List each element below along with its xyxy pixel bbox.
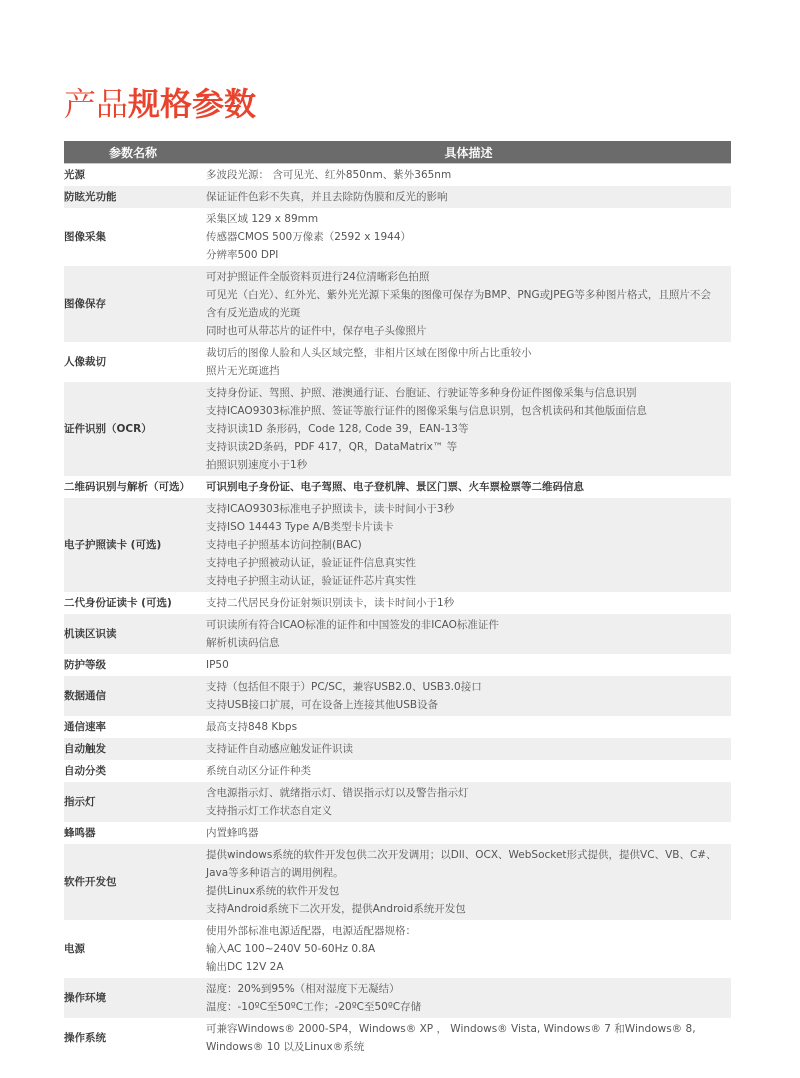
param-description <box>206 716 731 738</box>
table-row <box>64 498 731 592</box>
description-line: 支持身份证、驾照、护照、港澳通行证、台胞证、行驶证等多种身份证件图像采集与信息识别 <box>206 387 637 399</box>
param-description <box>206 382 731 476</box>
description-line: Windows® 10 以及Linux®系统 <box>206 1041 365 1053</box>
description-line: 输出DC 12V 2A <box>206 961 284 973</box>
header-description: 具体描述 <box>206 141 731 164</box>
param-description <box>206 676 731 716</box>
param-description <box>206 844 731 920</box>
description-line: 支持ISO 14443 Type A/B类型卡片读卡 <box>206 521 394 533</box>
table-row <box>64 1018 731 1058</box>
param-name: 电源 <box>64 920 206 978</box>
param-description <box>206 498 731 592</box>
page-title-bold: 规格参数 <box>128 85 257 123</box>
spec-table-header <box>64 141 731 164</box>
table-row <box>64 208 731 266</box>
table-row <box>64 654 731 676</box>
param-name: 指示灯 <box>64 782 206 822</box>
description-line: 支持识读2D条码，PDF 417，QR，DataMatrix™ 等 <box>206 441 458 453</box>
param-description <box>206 476 731 498</box>
description-line: 保证证件色彩不失真，并且去除防伪膜和反光的影响 <box>206 191 448 203</box>
param-name: 图像保存 <box>64 266 206 342</box>
param-name: 光源 <box>64 164 206 187</box>
param-name: 数据通信 <box>64 676 206 716</box>
description-line: 分辨率500 DPI <box>206 249 279 261</box>
param-name: 机读区识读 <box>64 614 206 654</box>
spec-table-body <box>64 164 731 1059</box>
description-line: 支持（包括但不限于）PC/SC，兼容USB2.0、USB3.0接口 <box>206 681 482 693</box>
description-line: 支持USB接口扩展，可在设备上连接其他USB设备 <box>206 699 439 711</box>
table-row <box>64 822 731 844</box>
description-line: 支持指示灯工作状态自定义 <box>206 805 332 817</box>
description-line: 支持ICAO9303标准护照、签证等旅行证件的图像采集与信息识别，包含机读码和其他版面信息 <box>206 405 647 417</box>
param-name: 电子护照读卡 (可选) <box>64 498 206 592</box>
description-line: 支持电子护照基本访问控制(BAC) <box>206 539 362 551</box>
param-description <box>206 782 731 822</box>
param-description <box>206 208 731 266</box>
param-name: 二代身份证读卡 (可选) <box>64 592 206 614</box>
table-row <box>64 978 731 1018</box>
description-line: 可识读所有符合ICAO标准的证件和中国签发的非ICAO标准证件 <box>206 619 499 631</box>
param-name: 自动分类 <box>64 760 206 782</box>
page-title-light: 产品 <box>64 85 129 123</box>
description-line: 可识别电子身份证、电子驾照、电子登机牌、景区门票、火车票检票等二维码信息 <box>206 481 584 493</box>
param-description <box>206 614 731 654</box>
description-line: 内置蜂鸣器 <box>206 827 259 839</box>
description-line: 同时也可从带芯片的证件中，保存电子头像照片 <box>206 325 427 337</box>
description-line: 拍照识别速度小于1秒 <box>206 459 308 471</box>
param-name: 人像裁切 <box>64 342 206 382</box>
table-row <box>64 342 731 382</box>
table-row <box>64 738 731 760</box>
description-line: 提供Linux系统的软件开发包 <box>206 885 340 897</box>
table-row <box>64 676 731 716</box>
description-line: 可兼容Windows® 2000-SP4，Windows® XP ， Windows® Vista, Windows® 7 和Windows® 8, <box>206 1023 696 1035</box>
description-line: IP50 <box>206 659 229 671</box>
param-description <box>206 978 731 1018</box>
param-description <box>206 920 731 978</box>
param-name: 操作环境 <box>64 978 206 1018</box>
param-name: 通信速率 <box>64 716 206 738</box>
param-name: 操作系统 <box>64 1018 206 1058</box>
description-line: 支持电子护照被动认证，验证证件信息真实性 <box>206 557 416 569</box>
description-line: 采集区域 129 x 89mm <box>206 213 319 225</box>
table-row <box>64 592 731 614</box>
description-line: 支持Android系统下二次开发，提供Android系统开发包 <box>206 903 466 915</box>
table-row <box>64 844 731 920</box>
param-description <box>206 1018 731 1058</box>
description-line: 解析机读码信息 <box>206 637 280 649</box>
table-row <box>64 266 731 342</box>
description-line: 提供windows系统的软件开发包供二次开发调用；以Dll、OCX、WebSocket形式提供，提供VC、VB、C#、 <box>206 849 717 861</box>
param-description <box>206 654 731 676</box>
param-description <box>206 822 731 844</box>
header-param-name: 参数名称 <box>64 141 206 164</box>
description-line: 支持二代居民身份证射频识别读卡，读卡时间小于1秒 <box>206 597 455 609</box>
description-line: 支持ICAO9303标准电子护照读卡，读卡时间小于3秒 <box>206 503 455 515</box>
param-description <box>206 760 731 782</box>
description-line: 使用外部标准电源适配器，电源适配器规格： <box>206 925 416 937</box>
param-name: 防护等级 <box>64 654 206 676</box>
description-line: 支持电子护照主动认证，验证证件芯片真实性 <box>206 575 416 587</box>
description-line: 湿度：20%到95%（相对湿度下无凝结） <box>206 983 400 995</box>
param-name: 二维码识别与解析（可选） <box>64 476 206 498</box>
spec-table <box>64 141 731 1058</box>
param-description <box>206 592 731 614</box>
table-row <box>64 476 731 498</box>
table-row <box>64 782 731 822</box>
table-row <box>64 382 731 476</box>
table-row <box>64 920 731 978</box>
description-line: Java等多种语言的调用例程。 <box>206 867 344 879</box>
description-line: 支持证件自动感应触发证件识读 <box>206 743 353 755</box>
description-line: 传感器CMOS 500万像素（2592 x 1944） <box>206 231 412 243</box>
param-name: 图像采集 <box>64 208 206 266</box>
param-name: 证件识别（OCR） <box>64 382 206 476</box>
page-title <box>64 84 256 124</box>
table-row <box>64 614 731 654</box>
description-line: 可对护照证件全版资料页进行24位清晰彩色拍照 <box>206 271 430 283</box>
description-line: 支持识读1D 条形码，Code 128, Code 39，EAN-13等 <box>206 423 469 435</box>
param-description <box>206 342 731 382</box>
description-line: 含电源指示灯、就绪指示灯、错误指示灯以及警告指示灯 <box>206 787 469 799</box>
table-row <box>64 186 731 208</box>
param-name: 蜂鸣器 <box>64 822 206 844</box>
description-line: 温度：-10ºC至50ºC工作；-20ºC至50ºC存储 <box>206 1001 422 1013</box>
param-description <box>206 186 731 208</box>
param-description <box>206 738 731 760</box>
table-row <box>64 716 731 738</box>
param-name: 软件开发包 <box>64 844 206 920</box>
param-description <box>206 164 731 187</box>
description-line: 含有反光造成的光斑 <box>206 307 301 319</box>
description-line: 可见光（白光）、红外光、紫外光光源下采集的图像可保存为BMP、PNG或JPEG等多种图片格式，且照片不会 <box>206 289 711 301</box>
param-description <box>206 266 731 342</box>
table-row <box>64 760 731 782</box>
description-line: 系统自动区分证件种类 <box>206 765 311 777</box>
description-line: 最高支持848 Kbps <box>206 721 298 733</box>
param-name: 自动触发 <box>64 738 206 760</box>
table-row <box>64 164 731 187</box>
description-line: 裁切后的图像人脸和人头区域完整，非相片区域在图像中所占比重较小 <box>206 347 532 359</box>
description-line: 输入AC 100~240V 50-60Hz 0.8A <box>206 943 376 955</box>
description-line: 照片无光斑遮挡 <box>206 365 280 377</box>
param-name: 防眩光功能 <box>64 186 206 208</box>
description-line: 多波段光源： 含可见光、红外850nm、紫外365nm <box>206 169 452 181</box>
